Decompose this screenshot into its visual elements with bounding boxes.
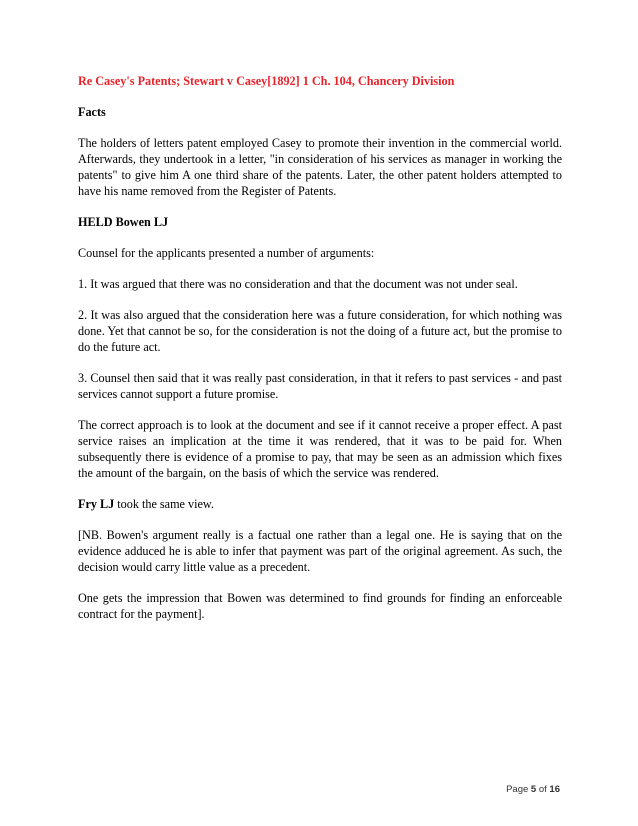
current-page-number: 5: [530, 784, 537, 795]
nb-paragraph: [NB. Bowen's argument really is a factual one rather than a legal one. He is saying that on the evidence adduced he is able to infer that payment was part of the original agreement. As such, the decision would carry little value as a precedent.: [78, 528, 562, 574]
fry-judge-name: Fry LJ: [78, 497, 115, 511]
closing-paragraph: One gets the impression that Bowen was determined to find grounds for finding an enforceable contract for the payment].: [78, 591, 562, 621]
page-word: Page: [506, 784, 531, 795]
page-number-footer: [506, 784, 560, 795]
correct-approach-paragraph: The correct approach is to look at the document and see if it cannot receive a proper effect. A past service raises an implication at the time it was rendered, that it was to be paid for. When subsequently there is evidence of a promise to pay, that may be seen as an admission which fixes the amount of the bargain, on the basis of which the service was rendered.: [78, 418, 562, 480]
argument-three-paragraph: 3. Counsel then said that it was really past consideration, in that it refers to past services - and past services cannot support a future promise.: [78, 371, 562, 401]
document-body: [78, 73, 562, 637]
arguments-intro-paragraph: Counsel for the applicants presented a number of arguments:: [78, 246, 375, 260]
total-pages-number: 16: [549, 784, 560, 795]
facts-paragraph: The holders of letters patent employed Casey to promote their invention in the commercial world. Afterwards, they undertook in a letter, "in consideration of his services as manager in working the patents" to give him A one third share of the patents. Later, the other patent holders attempted to have his name removed from the Register of Patents.: [78, 136, 562, 198]
argument-two-paragraph: 2. It was also argued that the consideration here was a future consideration, for which nothing was done. Yet that cannot be so, for the consideration is not the doing of a future act, but the promise to do the future act.: [78, 308, 562, 354]
of-word: of: [536, 784, 550, 795]
case-title: Re Casey's Patents; Stewart v Casey[1892] 1 Ch. 104, Chancery Division: [78, 74, 455, 88]
fry-view-text: took the same view.: [114, 497, 214, 511]
fry-paragraph: [78, 496, 562, 512]
facts-heading: Facts: [78, 105, 106, 119]
argument-one-paragraph: 1. It was argued that there was no consideration and that the document was not under seal.: [78, 277, 518, 291]
held-heading: HELD Bowen LJ: [78, 215, 169, 229]
